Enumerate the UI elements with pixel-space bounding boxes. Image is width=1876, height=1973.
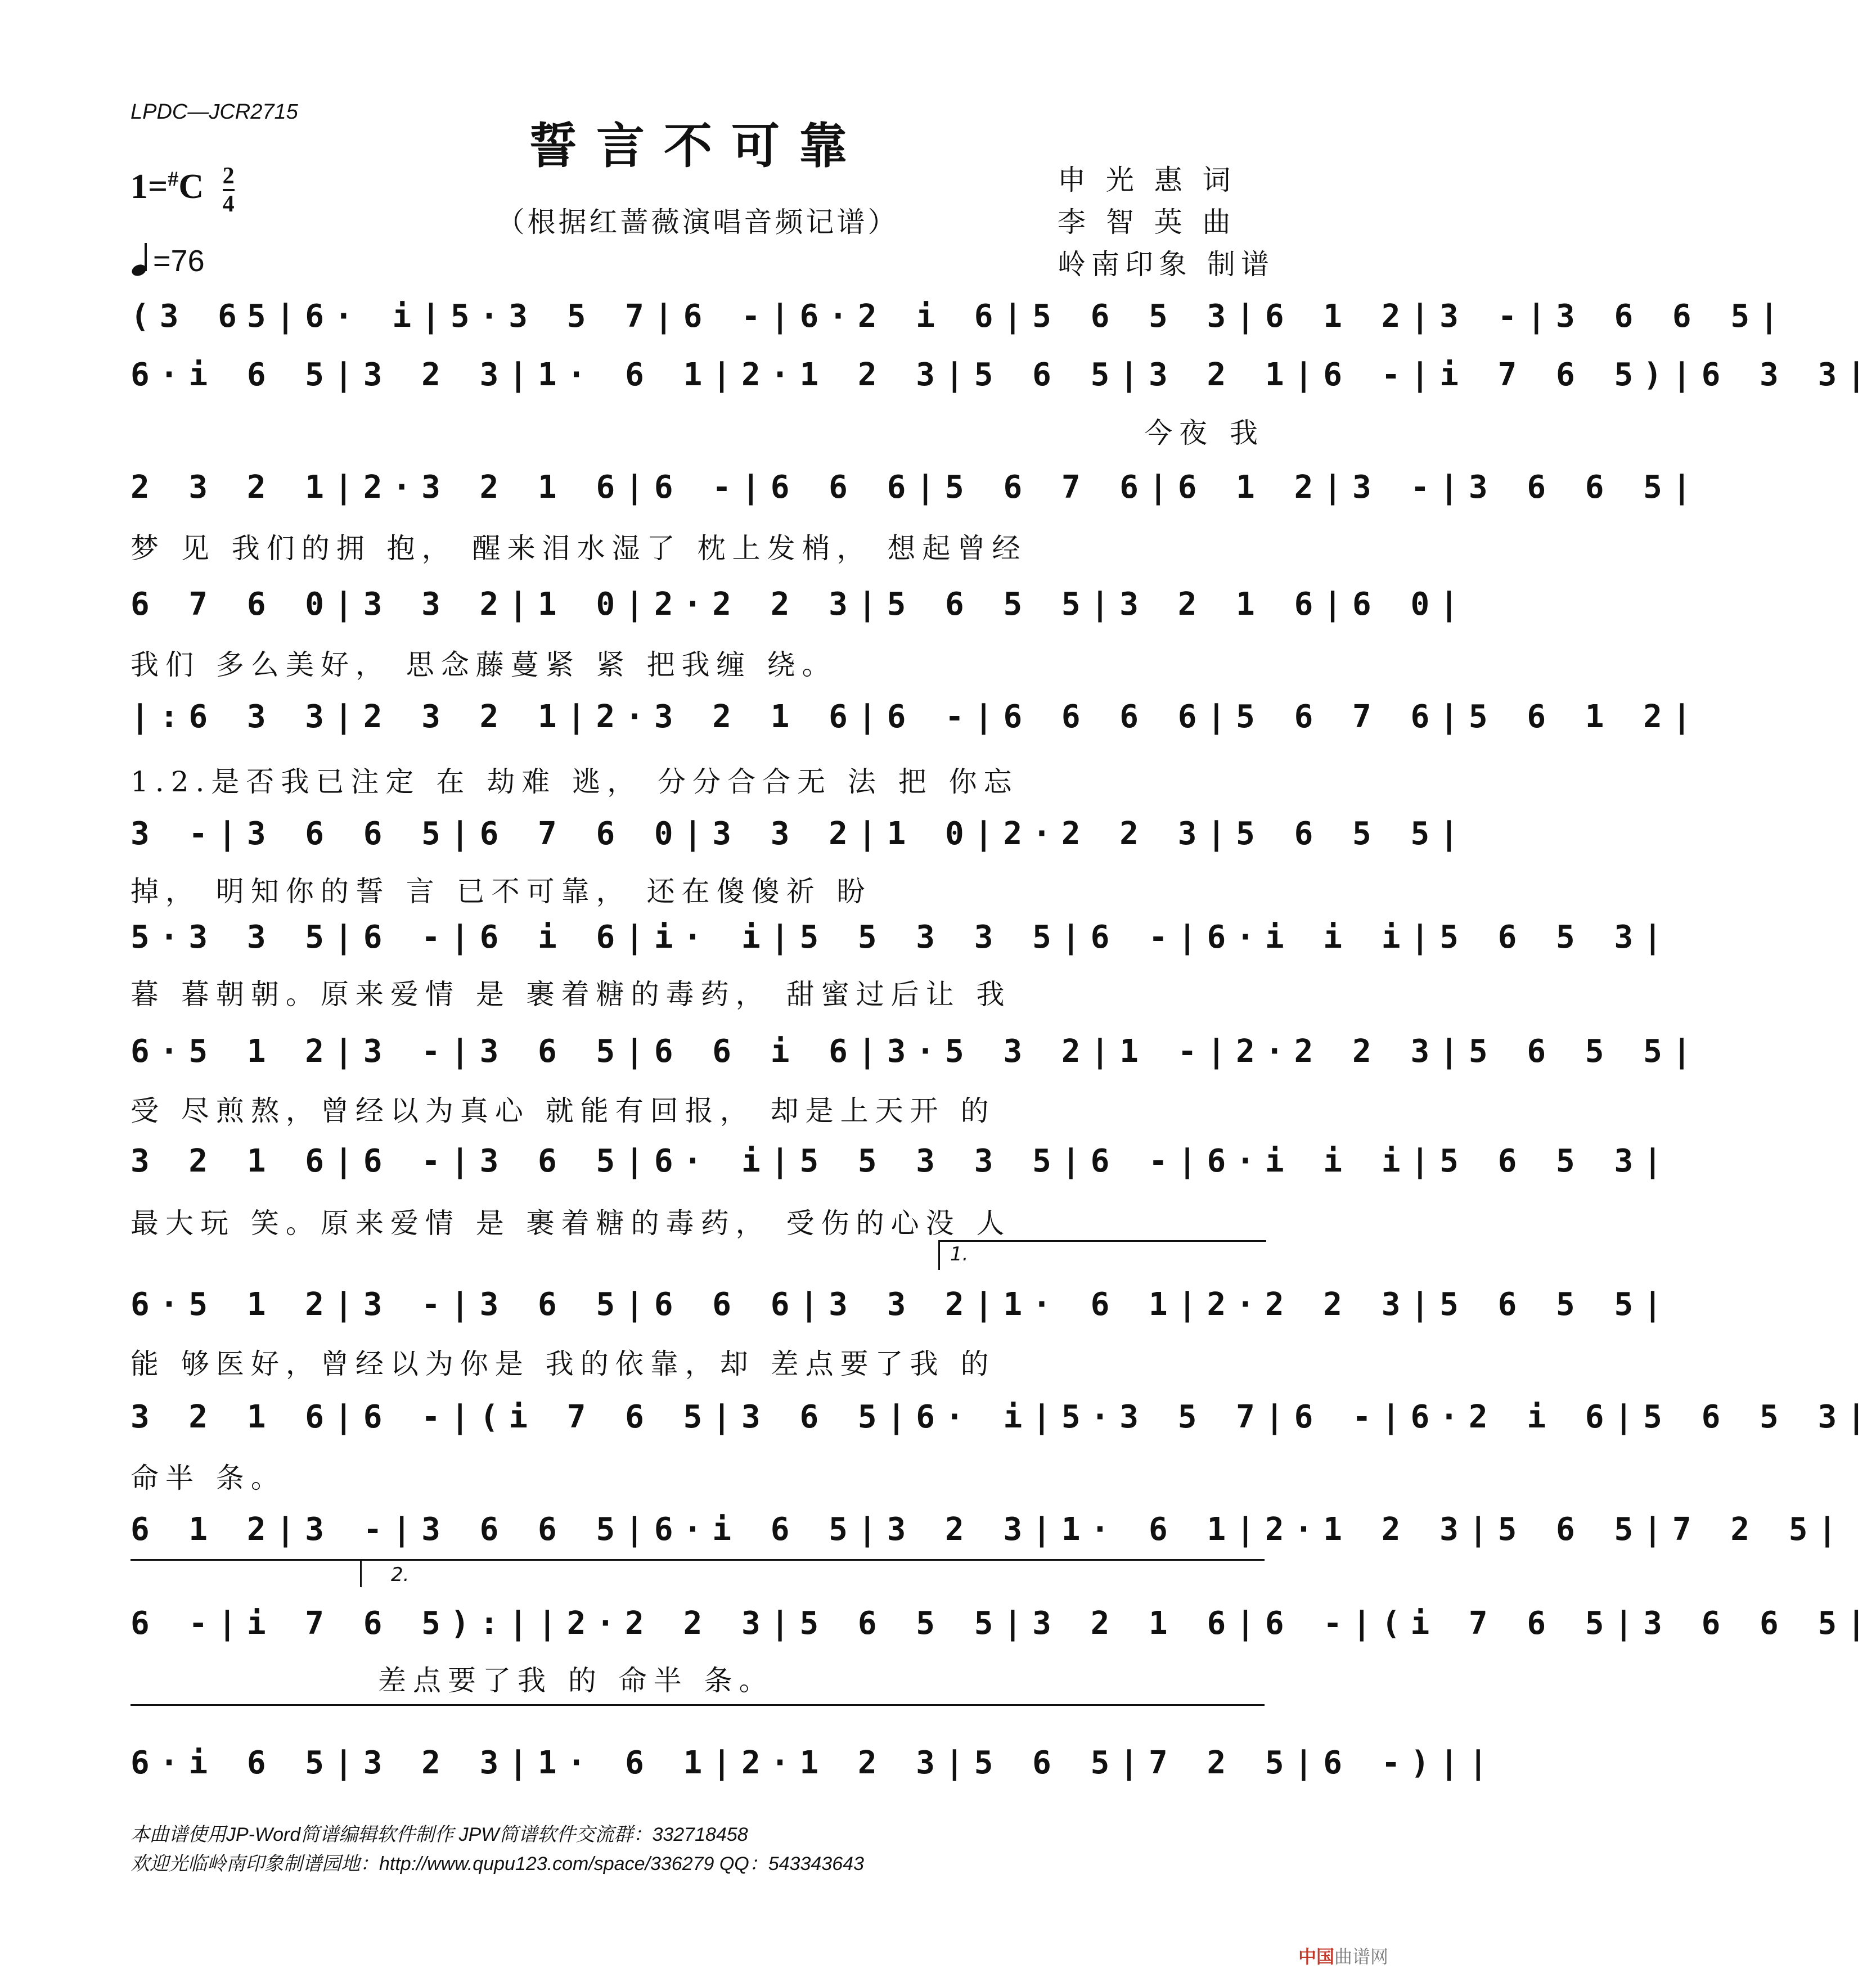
tempo-mark [131,243,205,278]
notation-row-1: (3 65|6· i|5·3 5 7|6 -|6·2 i 6|5 6 5 3|6 1 2|3 -|3 6 6 5| [131,298,1789,335]
footer-line-1: 本曲谱使用JP-Word简谱编辑软件制作 JPW简谱软件交流群：332718458 [131,1824,748,1845]
lyrics-row-11: 命半 条。 [131,1462,286,1494]
lyrics-row-13: 差点要了我 的 命半 条。 [378,1664,774,1697]
tempo-value: =76 [153,244,205,278]
first-ending-bracket [938,1240,1266,1270]
time-signature [223,164,235,216]
composer: 李 智 英 曲 [1058,206,1236,238]
lyrics-row-3: 梦 见 我们的拥 抱， 醒来泪水湿了 枕上发梢， 想起曾经 [131,532,1027,565]
notation-row-13: 6 -|i 7 6 5):||2·2 2 3|5 6 5 5|3 2 1 6|6 -|(i 7 6 5|3 6 6 5| [131,1605,1876,1642]
key-signature [131,164,235,216]
lyrics-row-4: 我们 多么美好， 思念藤蔓紧 紧 把我缠 绕。 [131,648,837,681]
key-prefix: 1= [131,168,168,206]
quarter-note-icon [131,243,153,277]
time-top: 2 [222,163,235,189]
second-ending-bracket [360,1559,1266,1587]
notation-row-6: 3 -|3 6 6 5|6 7 6 0|3 3 2|1 0|2·2 2 3|5 6 5 5| [131,816,1469,852]
time-bottom: 4 [222,191,235,217]
lyrics-row-7: 暮 暮朝朝。原来爱情 是 裹着糖的毒药， 甜蜜过后让 我 [131,978,1011,1011]
notation-row-12: 6 1 2|3 -|3 6 6 5|6·i 6 5|3 2 3|1· 6 1|2·1 2 3|5 6 5|7 2 5| [131,1511,1847,1548]
notation-row-5: |:6 3 3|2 3 2 1|2·3 2 1 6|6 -|6 6 6 6|5 6 7 6|5 6 1 2| [131,699,1702,735]
lyricist: 申 光 惠 词 [1058,164,1236,196]
notation-row-14: 6·i 6 5|3 2 3|1· 6 1|2·1 2 3|5 6 5|7 2 5|6 -)|| [131,1745,1498,1781]
credits [1058,159,1275,286]
key-letter: C [178,168,204,206]
footer-line-2: 欢迎光临岭南印象制谱园地：http://www.qupu123.com/space/336279 QQ：543343643 [131,1853,864,1875]
lyrics-row-10: 能 够医好，曾经以为你是 我的依靠，却 差点要了我 的 [131,1348,996,1380]
notation-row-11: 3 2 1 6|6 -|(i 7 6 5|3 6 5|6· i|5·3 5 7|6 -|6·2 i 6|5 6 5 3| [131,1399,1876,1435]
score-code: LPDC—JCR2715 [131,100,298,124]
lyrics-row-2: 今夜 我 [1144,417,1265,449]
lyrics-row-8: 受 尽煎熬，曾经以为真心 就能有回报， 却是上天开 的 [131,1094,996,1127]
lyrics-row-5: 1.2.是否我已注定 在 劫难 逃， 分分合合无 法 把 你忘 [131,765,1019,798]
notation-row-8: 6·5 1 2|3 -|3 6 5|6 6 i 6|3·5 3 2|1 -|2·2 2 3|5 6 5 5| [131,1033,1702,1070]
watermark-main: 中国 [1298,1946,1334,1967]
first-ending-label: 1. [950,1243,969,1265]
song-subtitle: （根据红蔷薇演唱音频记谱） [496,206,899,238]
arranger: 岭南印象 制谱 [1058,248,1275,281]
site-watermark [1298,1943,1388,1969]
notation-row-2: 6·i 6 5|3 2 3|1· 6 1|2·1 2 3|5 6 5|3 2 1|6 -|i 7 6 5)|6 3 3| [131,357,1876,393]
notation-row-7: 5·3 3 5|6 -|6 i 6|i· i|5 5 3 3 5|6 -|6·i i i|5 6 5 3| [131,919,1672,956]
song-title: 誓言不可靠 [529,118,866,174]
section-divider [131,1704,1265,1706]
notation-row-3: 2 3 2 1|2·3 2 1 6|6 -|6 6 6|5 6 7 6|6 1 2|3 -|3 6 6 5| [131,469,1702,506]
key-sharp: # [168,167,179,191]
second-ending-label: 2. [391,1564,410,1586]
notation-row-4: 6 7 6 0|3 3 2|1 0|2·2 2 3|5 6 5 5|3 2 1 6|6 0| [131,586,1469,623]
notation-row-10: 6·5 1 2|3 -|3 6 5|6 6 6|3 3 2|1· 6 1|2·2 2 3|5 6 5 5| [131,1286,1672,1323]
lyrics-row-6: 掉， 明知你的誓 言 已不可靠， 还在傻傻祈 盼 [131,875,872,908]
notation-row-9: 3 2 1 6|6 -|3 6 5|6· i|5 5 3 3 5|6 -|6·i i i|5 6 5 3| [131,1143,1672,1179]
watermark-sub: 曲谱网 [1334,1946,1388,1967]
lyrics-row-9: 最大玩 笑。原来爱情 是 裹着糖的毒药， 受伤的心没 人 [131,1207,1011,1240]
footer [131,1820,864,1879]
